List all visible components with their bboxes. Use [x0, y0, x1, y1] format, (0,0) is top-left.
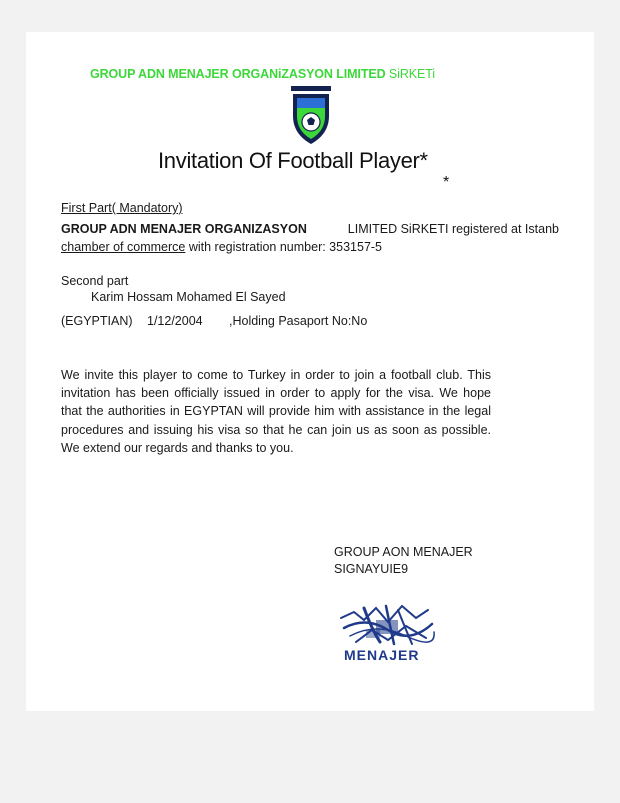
company-name-light: SiRKETi	[388, 67, 435, 81]
player-name: Karim Hossam Mohamed El Sayed	[91, 290, 286, 304]
chamber-of-commerce: chamber of commerce	[61, 240, 186, 254]
passport-info: ,Holding Pasaport No:No	[229, 314, 368, 328]
company-suffix: LIMITED SiRKETI registered at Istanb	[347, 222, 559, 236]
signature-label: SIGNAYUIE9	[334, 562, 409, 576]
company-name-bold: GROUP ADN MENAJER ORGANiZASYON LIMITED	[90, 67, 386, 81]
signature-company: GROUP AON MENAJER	[334, 545, 473, 559]
invitation-body: We invite this player to come to Turkey in order to join a football club. This invitation has been officially issued in order to apply for the visa. We hope that the authorities in EGYPTAN will provide him with assistance in the legal procedures and issuing his visa so that he can join us as soon as possible. We extend our regards and thanks to you.	[61, 368, 491, 455]
nationality: (EGYPTIAN)	[61, 314, 133, 328]
birth-date: 1/12/2004	[147, 314, 203, 328]
first-part-line2	[61, 240, 382, 254]
first-part-line1	[61, 222, 559, 236]
football-shield-icon	[288, 86, 334, 146]
registration-number: with registration number: 353157-5	[188, 240, 383, 254]
stamp-text: MENAJER	[344, 647, 420, 663]
second-part-heading: Second part	[61, 274, 129, 288]
stamp-signature	[336, 600, 440, 666]
first-part-heading: First Part( Mandatory)	[61, 201, 183, 215]
document-title: Invitation Of Football Player*	[158, 148, 428, 173]
company-name: GROUP ADN MENAJER ORGANIZASYON	[61, 222, 307, 236]
title-asterisk: *	[443, 174, 450, 191]
company-header	[90, 67, 435, 81]
stamp-scribble-icon	[336, 600, 440, 666]
